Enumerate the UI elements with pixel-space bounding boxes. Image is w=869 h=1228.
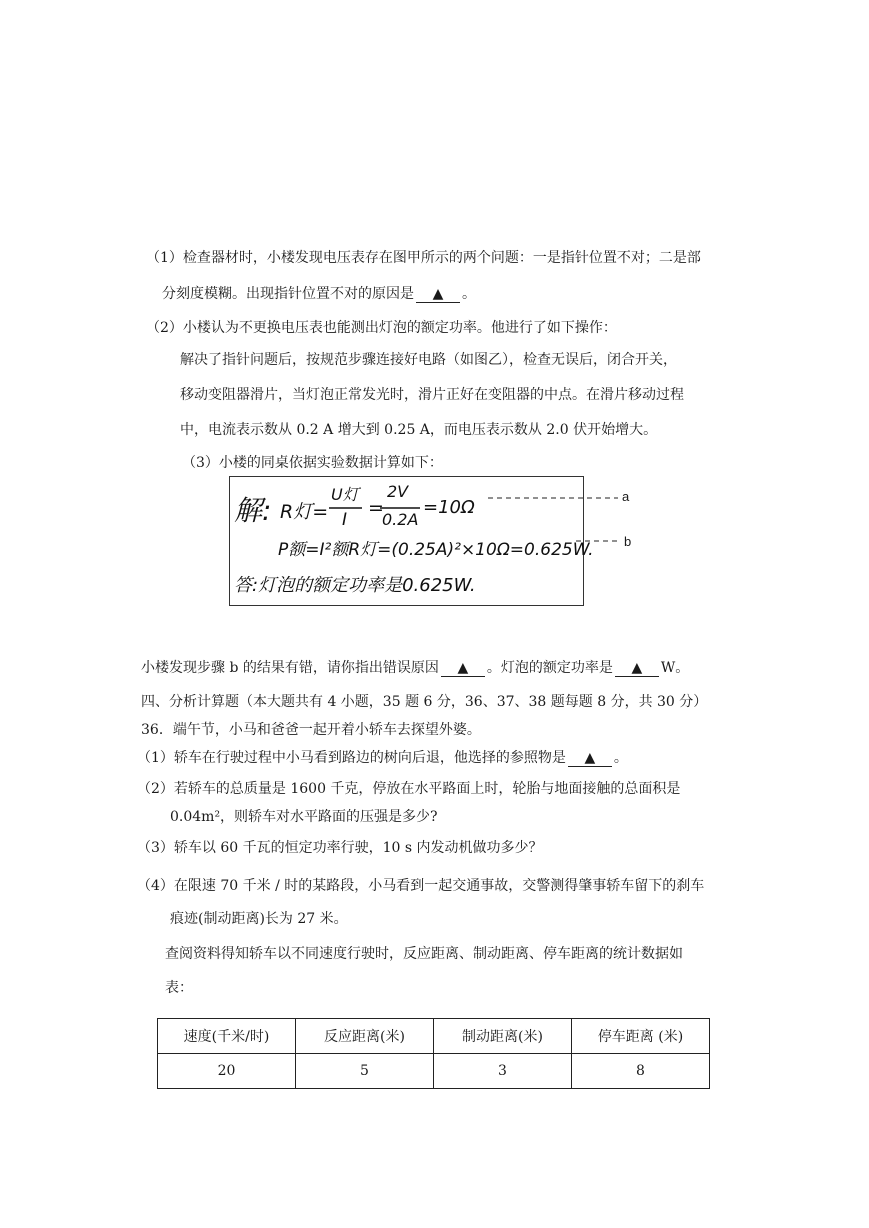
q36-part1: [137, 748, 628, 768]
q35-part1-end: 。: [462, 286, 476, 302]
q35-part1-line1: （1）检查器材时，小楼发现电压表存在图甲所示的两个问题：一是指针位置不对；二是部: [146, 250, 701, 266]
q36-part2-line1: （2）若轿车的总质量是 1600 千克，停放在水平路面上时，轮胎与地面接触的总面积是: [137, 781, 681, 797]
table-header-cell: 停车距离 (米): [572, 1019, 710, 1054]
q35-part3-question: [141, 658, 689, 678]
q35-part2-line1: （2）小楼认为不更换电压表也能测出灯泡的额定功率。他进行了如下操作：: [146, 320, 617, 336]
table-header-cell: 制动距离(米): [434, 1019, 572, 1054]
q36-part1-text: （1）轿车在行驶过程中小马看到路边的树向后退，他选择的参照物是: [137, 750, 566, 766]
handwritten-fraction2-denominator: 0.2A: [382, 510, 419, 529]
q36-part4-line2: 痕迹(制动距离)长为 27 米。: [170, 911, 348, 927]
q35-part1-text: 分刻度模糊。出现指针位置不对的原因是: [162, 286, 414, 302]
handwritten-resistance-result: =10Ω: [423, 497, 475, 518]
step-marker-a: a: [622, 489, 630, 504]
q36-part2-line2: 0.04m²，则轿车对水平路面的压强是多少?: [170, 809, 438, 825]
q35-part2-line3: 移动变阻器滑片，当灯泡正常发光时，滑片正好在变阻器的中点。在滑片移动过程: [180, 387, 684, 403]
handwritten-fraction1-denominator: I: [342, 510, 348, 530]
handwritten-power-step: P额=I²额R灯=(0.25A)²×10Ω=0.625W.: [278, 540, 594, 560]
q35-power-unit: W。: [660, 660, 690, 676]
q36-part1-end: 。: [613, 750, 628, 766]
answer-blank: ▲: [615, 660, 659, 677]
q35-part2-line2: 解决了指针问题后，按规范步骤连接好电路（如图乙），检查无误后，闭合开关，: [180, 352, 677, 368]
answer-blank: ▲: [441, 660, 485, 677]
table-header-cell: 速度(千米/时): [158, 1019, 296, 1054]
q36-part3: （3）轿车以 60 千瓦的恒定功率行驶，10 s 内发动机做功多少？: [137, 840, 543, 856]
handwritten-resistance-var: R灯=: [280, 501, 329, 523]
table-cell: 20: [158, 1054, 296, 1089]
handwritten-fraction1-numerator: U灯: [331, 485, 359, 504]
handwritten-equals: =: [368, 497, 384, 519]
handwritten-solve-label: 解:: [234, 494, 272, 527]
q35-part2-line4: 中，电流表示数从 0.2 A 增大到 0.25 A，而电压表示数从 2.0 伏开始增大。: [180, 422, 658, 438]
answer-blank: ▲: [568, 750, 612, 767]
table-cell: 5: [296, 1054, 434, 1089]
table-header-cell: 反应距离(米): [296, 1019, 434, 1054]
section-heading: 四、分析计算题（本大题共有 4 小题，35 题 6 分，36、37、38 题每题 8 分，共 30 分）: [141, 694, 708, 710]
q36-part4-line1: （4）在限速 70 千米 / 时的某路段，小马看到一起交通事故，交警测得肇事轿车留下的刹车: [137, 878, 705, 894]
distance-table: [157, 1018, 710, 1089]
q35-power-text: 。灯泡的额定功率是: [486, 660, 613, 676]
handwritten-answer: 答:灯泡的额定功率是0.625W.: [234, 575, 476, 596]
handwritten-fraction2-numerator: 2V: [387, 482, 409, 501]
table-header-row: [158, 1019, 710, 1054]
q35-error-text: 小楼发现步骤 b 的结果有错，请你指出错误原因: [141, 660, 439, 676]
answer-blank: ▲: [416, 286, 460, 303]
table-row: [158, 1054, 710, 1089]
q36-intro: 36．端午节，小马和爸爸一起开着小轿车去探望外婆。: [141, 722, 481, 738]
q36-part4-line4: 表：: [165, 980, 193, 996]
q35-part3-line1: （3）小楼的同桌依据实验数据计算如下：: [182, 455, 443, 471]
table-cell: 8: [572, 1054, 710, 1089]
q36-part4-line3: 查阅资料得知轿车以不同速度行驶时，反应距离、制动距离、停车距离的统计数据如: [165, 946, 683, 962]
table-cell: 3: [434, 1054, 572, 1089]
step-marker-b: b: [624, 534, 632, 549]
